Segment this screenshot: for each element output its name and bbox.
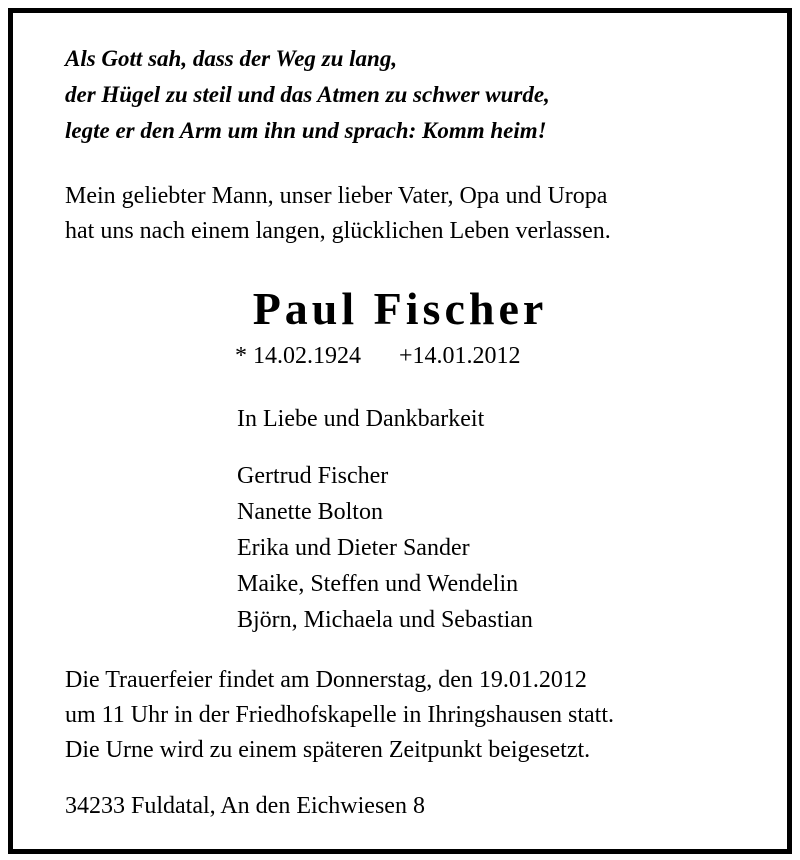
mourner-name: Erika und Dieter Sander (237, 535, 470, 561)
mourner-name: Gertrud Fischer (237, 463, 389, 489)
funeral-service-info (65, 663, 614, 768)
intro-text (65, 179, 611, 249)
service-line: Die Urne wird zu einem späteren Zeitpunkt beigesetzt. (65, 737, 591, 763)
mourners-list (237, 458, 533, 638)
intro-line: Mein geliebter Mann, unser lieber Vater, Opa und Uropa (65, 183, 608, 209)
poem-line: Als Gott sah, dass der Weg zu lang, (65, 46, 398, 71)
obituary-notice (8, 8, 792, 854)
poem-line: der Hügel zu steil und das Atmen zu schwer wurde, (65, 82, 550, 107)
death-date: +14.01.2012 (399, 343, 521, 369)
service-line: Die Trauerfeier findet am Donnerstag, den 19.01.2012 (65, 667, 587, 693)
memorial-poem (65, 41, 550, 149)
mourner-name: Nanette Bolton (237, 499, 383, 525)
deceased-name: Paul Fischer (252, 283, 548, 334)
family-address: 34233 Fuldatal, An den Eichwiesen 8 (65, 793, 425, 819)
mourner-name: Björn, Michaela und Sebastian (237, 607, 533, 633)
mourner-name: Maike, Steffen und Wendelin (237, 571, 519, 597)
dedication-line: In Liebe und Dankbarkeit (237, 406, 485, 432)
birth-date: * 14.02.1924 (235, 343, 361, 369)
poem-line: legte er den Arm um ihn und sprach: Komm heim! (65, 118, 547, 143)
service-line: um 11 Uhr in der Friedhofskapelle in Ihringshausen statt. (65, 702, 614, 728)
life-dates (235, 340, 521, 372)
intro-line: hat uns nach einem langen, glücklichen Leben verlassen. (65, 218, 611, 244)
